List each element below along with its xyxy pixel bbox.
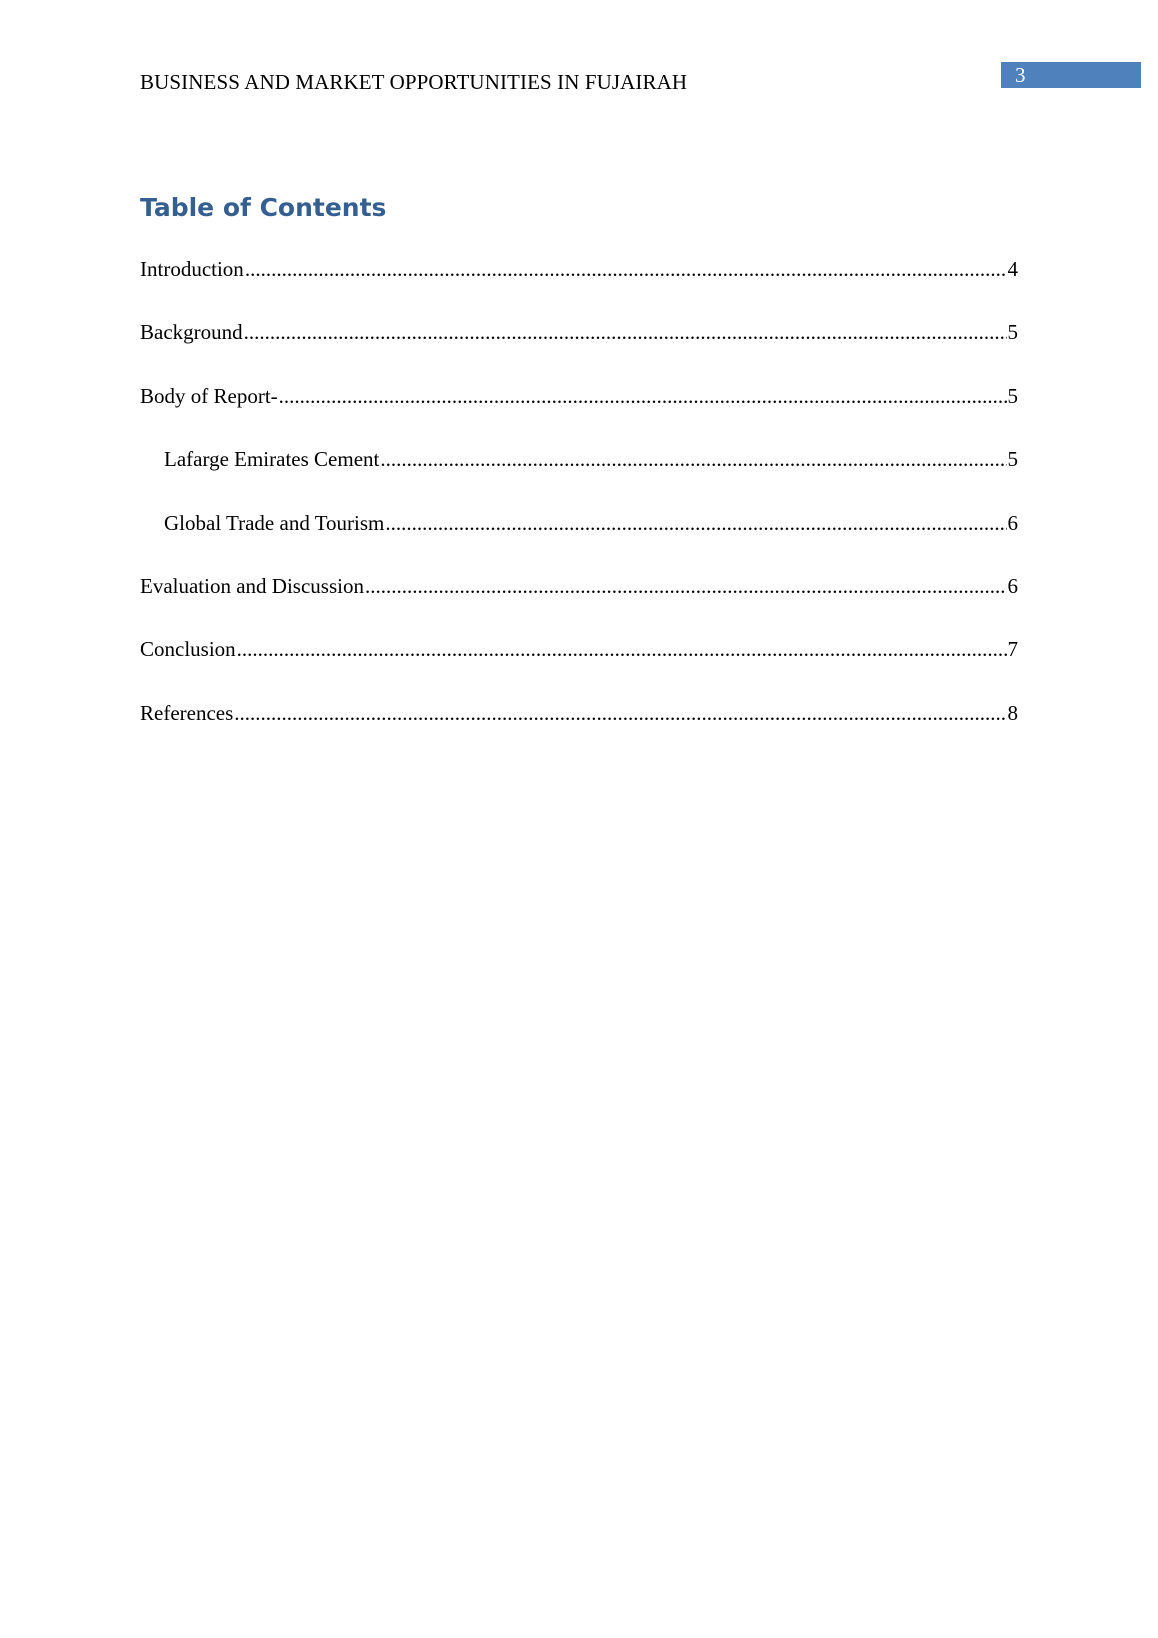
toc-entry-introduction[interactable]: [140, 257, 1018, 320]
toc-entry-label: Background: [140, 320, 243, 345]
toc-entry-lafarge-emirates-cement[interactable]: [140, 447, 1018, 510]
toc-dot-leader: [234, 701, 1006, 726]
toc-entry-page: 5: [1007, 320, 1018, 345]
toc-entry-conclusion[interactable]: [140, 637, 1018, 700]
toc-entry-label: References: [140, 700, 234, 725]
toc-entry-page: 6: [1007, 510, 1018, 535]
toc-entry-page: 7: [1007, 637, 1018, 662]
table-of-contents: [140, 257, 1018, 764]
toc-title: Table of Contents: [140, 193, 387, 222]
toc-entry-references[interactable]: [140, 701, 1018, 764]
toc-entry-evaluation-and-discussion[interactable]: [140, 574, 1018, 637]
toc-dot-leader: [385, 511, 1006, 536]
toc-dot-leader: [245, 257, 1007, 282]
toc-entry-label: Conclusion: [140, 637, 236, 662]
toc-entry-label: Global Trade and Tourism: [164, 510, 385, 535]
page-number-badge: [1001, 62, 1141, 88]
toc-entry-page: 4: [1007, 257, 1018, 281]
toc-entry-page: 6: [1007, 573, 1018, 598]
toc-dot-leader: [380, 447, 1006, 472]
toc-entry-page: 8: [1007, 700, 1018, 725]
toc-dot-leader: [237, 637, 1007, 662]
toc-entry-page: 5: [1007, 383, 1018, 408]
running-head: BUSINESS AND MARKET OPPORTUNITIES IN FUJAIRAH: [140, 70, 688, 94]
toc-entry-label: Lafarge Emirates Cement: [164, 447, 380, 472]
page-number: 3: [1015, 63, 1026, 87]
toc-entry-label: Introduction: [140, 257, 244, 281]
toc-entry-global-trade-and-tourism[interactable]: [140, 511, 1018, 574]
toc-entry-background[interactable]: [140, 320, 1018, 383]
toc-entry-label: Evaluation and Discussion: [140, 573, 364, 598]
toc-entry-body-of-report[interactable]: [140, 384, 1018, 447]
toc-entry-label: Body of Report-: [140, 383, 278, 408]
toc-dot-leader: [365, 574, 1007, 599]
toc-dot-leader: [244, 320, 1007, 345]
toc-entry-page: 5: [1007, 447, 1018, 472]
toc-dot-leader: [279, 384, 1007, 409]
